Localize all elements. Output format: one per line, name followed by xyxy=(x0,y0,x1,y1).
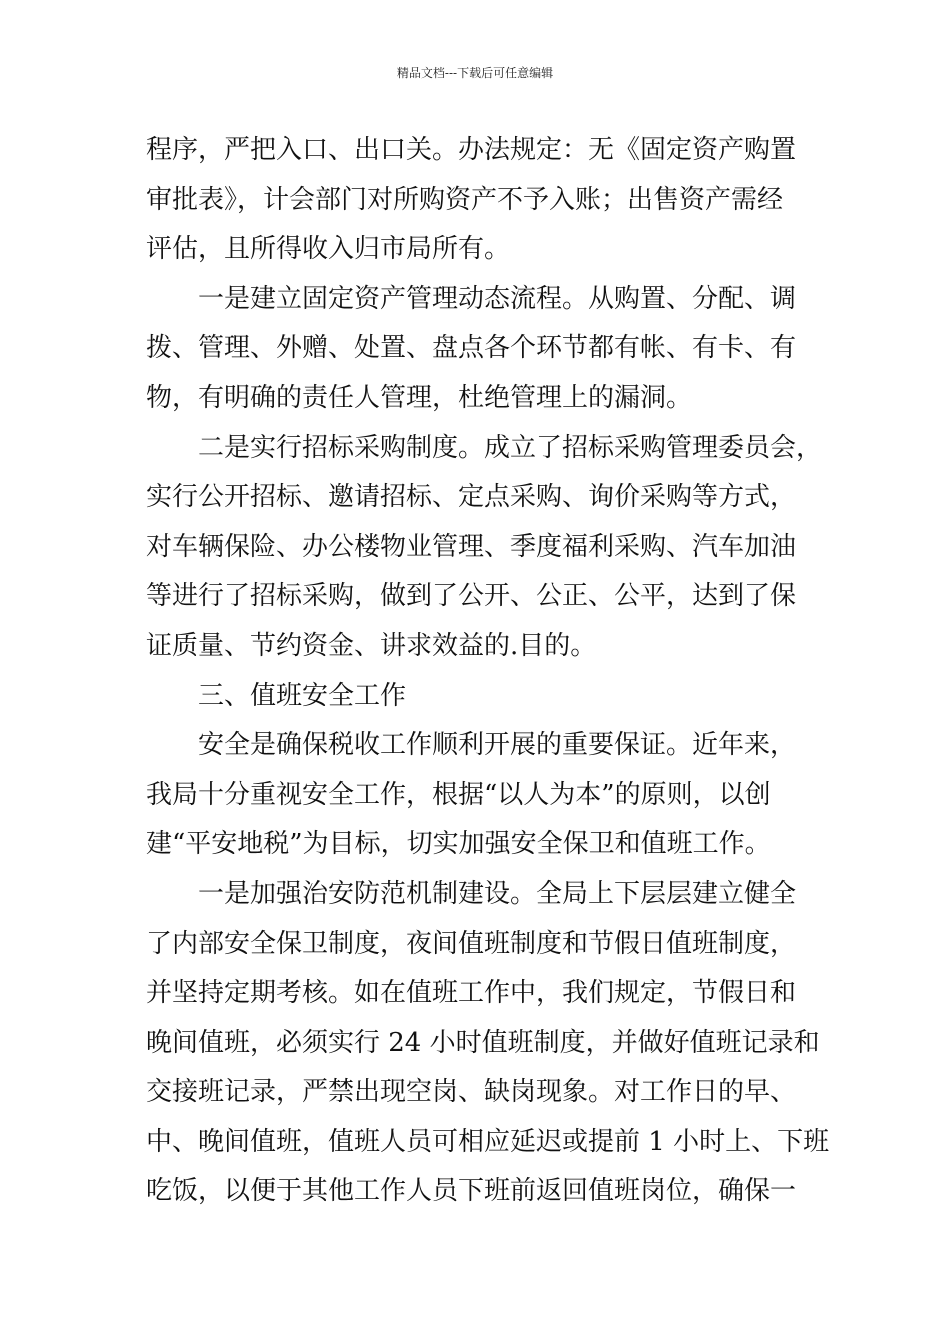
paragraph-start-line: 一是建立固定资产管理动态流程。从购置、分配、调 xyxy=(198,283,797,314)
text-line: 建“平安地税”为目标，切实加强安全保卫和值班工作。 xyxy=(146,829,771,860)
text-line: 晚间值班，必须实行 24 小时值班制度，并做好值班记录和 xyxy=(146,1027,820,1058)
document-body xyxy=(146,126,830,1217)
text-line: 中、晚间值班，值班人员可相应延迟或提前 1 小时上、下班 xyxy=(146,1126,830,1157)
text-line: 等进行了招标采购，做到了公开、公正、公平，达到了保 xyxy=(146,581,797,612)
text-line: 程序，严把入口、出口关。办法规定：无《固定资产购置 xyxy=(146,135,797,165)
text-line: 对车辆保险、办公楼物业管理、季度福利采购、汽车加油 xyxy=(146,531,797,562)
text-line: 审批表》，计会部门对所购资产不予入账；出售资产需经 xyxy=(146,184,784,215)
text-line: 我局十分重视安全工作，根据“以人为本”的原则，以创 xyxy=(146,779,771,810)
text-line: 吃饭，以便于其他工作人员下班前返回值班岗位，确保一 xyxy=(146,1176,797,1207)
text-line: 实行公开招标、邀请招标、定点采购、询价采购等方式， xyxy=(146,482,797,513)
text-line: 并坚持定期考核。如在值班工作中，我们规定，节假日和 xyxy=(146,978,797,1009)
section-heading: 三、值班安全工作 xyxy=(198,680,407,711)
text-line: 物，有明确的责任人管理，杜绝管理上的漏洞。 xyxy=(146,382,693,413)
paragraph-start-line: 安全是确保税收工作顺利开展的重要保证。近年来， xyxy=(198,730,797,761)
paragraph-start-line: 二是实行招标采购制度。成立了招标采购管理委员会， xyxy=(198,432,823,463)
page-header: 精品文档---下载后可任意编辑 xyxy=(396,66,554,80)
paragraph-start-line: 一是加强治安防范机制建设。全局上下层层建立健全 xyxy=(198,878,797,909)
text-line: 交接班记录，严禁出现空岗、缺岗现象。对工作日的早、 xyxy=(146,1077,797,1108)
text-line: 了内部安全保卫制度，夜间值班制度和节假日值班制度， xyxy=(146,928,797,959)
text-line: 拨、管理、外赠、处置、盘点各个环节都有帐、有卡、有 xyxy=(146,333,797,364)
text-line: 证质量、节约资金、讲求效益的.目的。 xyxy=(146,630,597,661)
text-line: 评估，且所得收入归市局所有。 xyxy=(146,234,511,265)
